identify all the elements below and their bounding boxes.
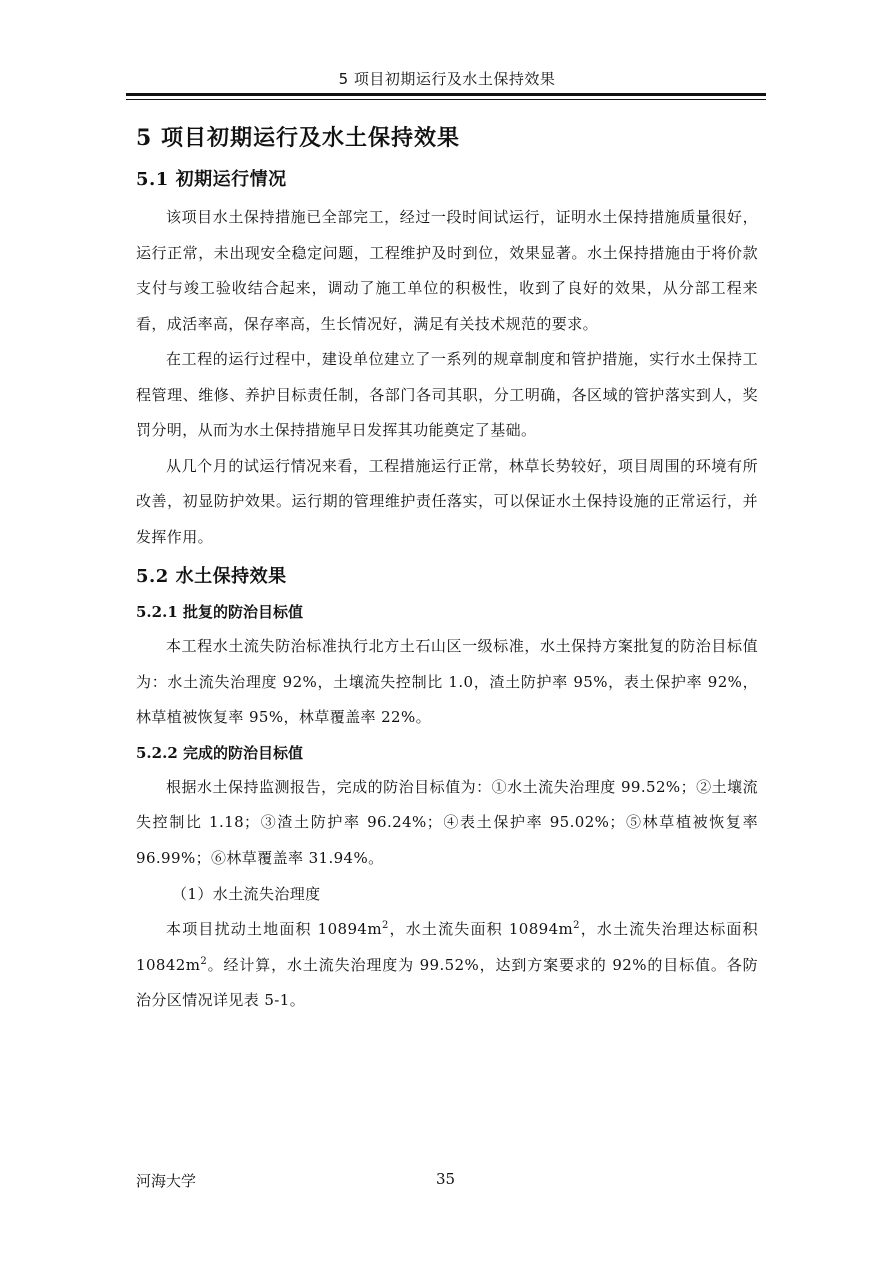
running-header: 5 项目初期运行及水土保持效果 xyxy=(338,70,556,88)
header-rule-thin xyxy=(126,99,766,100)
text-run: ，水土流失治理达标面积 10842m xyxy=(136,920,759,974)
section-5-1-title: 5.1 初期运行情况 xyxy=(136,169,287,190)
page-number: 35 xyxy=(436,1170,456,1188)
paragraph: 从几个月的试运行情况来看，工程措施运行正常，林草长势较好，项目周围的环境有所改善，初显防护效果。运行期的管理维护责任落实，可以保证水土保持设施的正常运行，并发挥作用。 xyxy=(136,456,758,546)
subsection-5-2-2-title: 5.2.2 完成的防治目标值 xyxy=(136,743,303,762)
header-rule-thick xyxy=(126,93,766,96)
section-5-2-title: 5.2 水土保持效果 xyxy=(136,566,287,587)
text-run: 本项目扰动土地面积 10894m xyxy=(166,920,382,938)
list-item-heading: （1）水土流失治理度 xyxy=(172,885,321,903)
paragraph: 本工程水土流失防治标准执行北方土石山区一级标准，水土保持方案批复的防治目标值为：水土流失治理度 92%，土壤流失控制比 1.0，渣土防护率 95%，表土保护率 92%，林草植被恢复率 95%，林草覆盖率 22%。 xyxy=(136,637,758,726)
paragraph xyxy=(136,912,758,1019)
superscript: 2 xyxy=(200,955,208,967)
paragraph: 根据水土保持监测报告，完成的防治目标值为：①水土流失治理度 99.52%；②土壤流失控制比 1.18；③渣土防护率 96.24%；④表土保护率 95.02%；⑤林草植被恢复率 96.99%；⑥林草覆盖率 31.94%。 xyxy=(136,777,758,867)
superscript: 2 xyxy=(382,920,389,931)
paragraph: 该项目水土保持措施已全部完工，经过一段时间试运行，证明水土保持措施质量很好，运行正常，未出现安全稳定问题，工程维护及时到位，效果显著。水土保持措施由于将价款支付与竣工验收结合起来，调动了施工单位的积极性，收到了良好的效果，从分部工程来看，成活率高，保存率高，生长情况好，满足有关技术规范的要求。 xyxy=(136,208,758,333)
superscript: 2 xyxy=(573,920,580,931)
chapter-title: 5 项目初期运行及水土保持效果 xyxy=(136,125,460,151)
paragraph: 在工程的运行过程中，建设单位建立了一系列的规章制度和管护措施，实行水土保持工程管理、维修、养护目标责任制，各部门各司其职，分工明确，各区域的管护落实到人，奖罚分明，从而为水土保持措施早日发挥其功能奠定了基础。 xyxy=(136,350,758,439)
text-run: 。经计算，水土流失治理度为 99.52%，达到方案要求的 92%的目标值。各防治分区情况详见表 5-1。 xyxy=(136,955,758,1009)
footer-institution: 河海大学 xyxy=(136,1172,197,1190)
subsection-5-2-1-title: 5.2.1 批复的防治目标值 xyxy=(136,603,303,621)
page-content xyxy=(136,118,758,1019)
text-run: ，水土流失面积 10894m xyxy=(388,920,574,938)
